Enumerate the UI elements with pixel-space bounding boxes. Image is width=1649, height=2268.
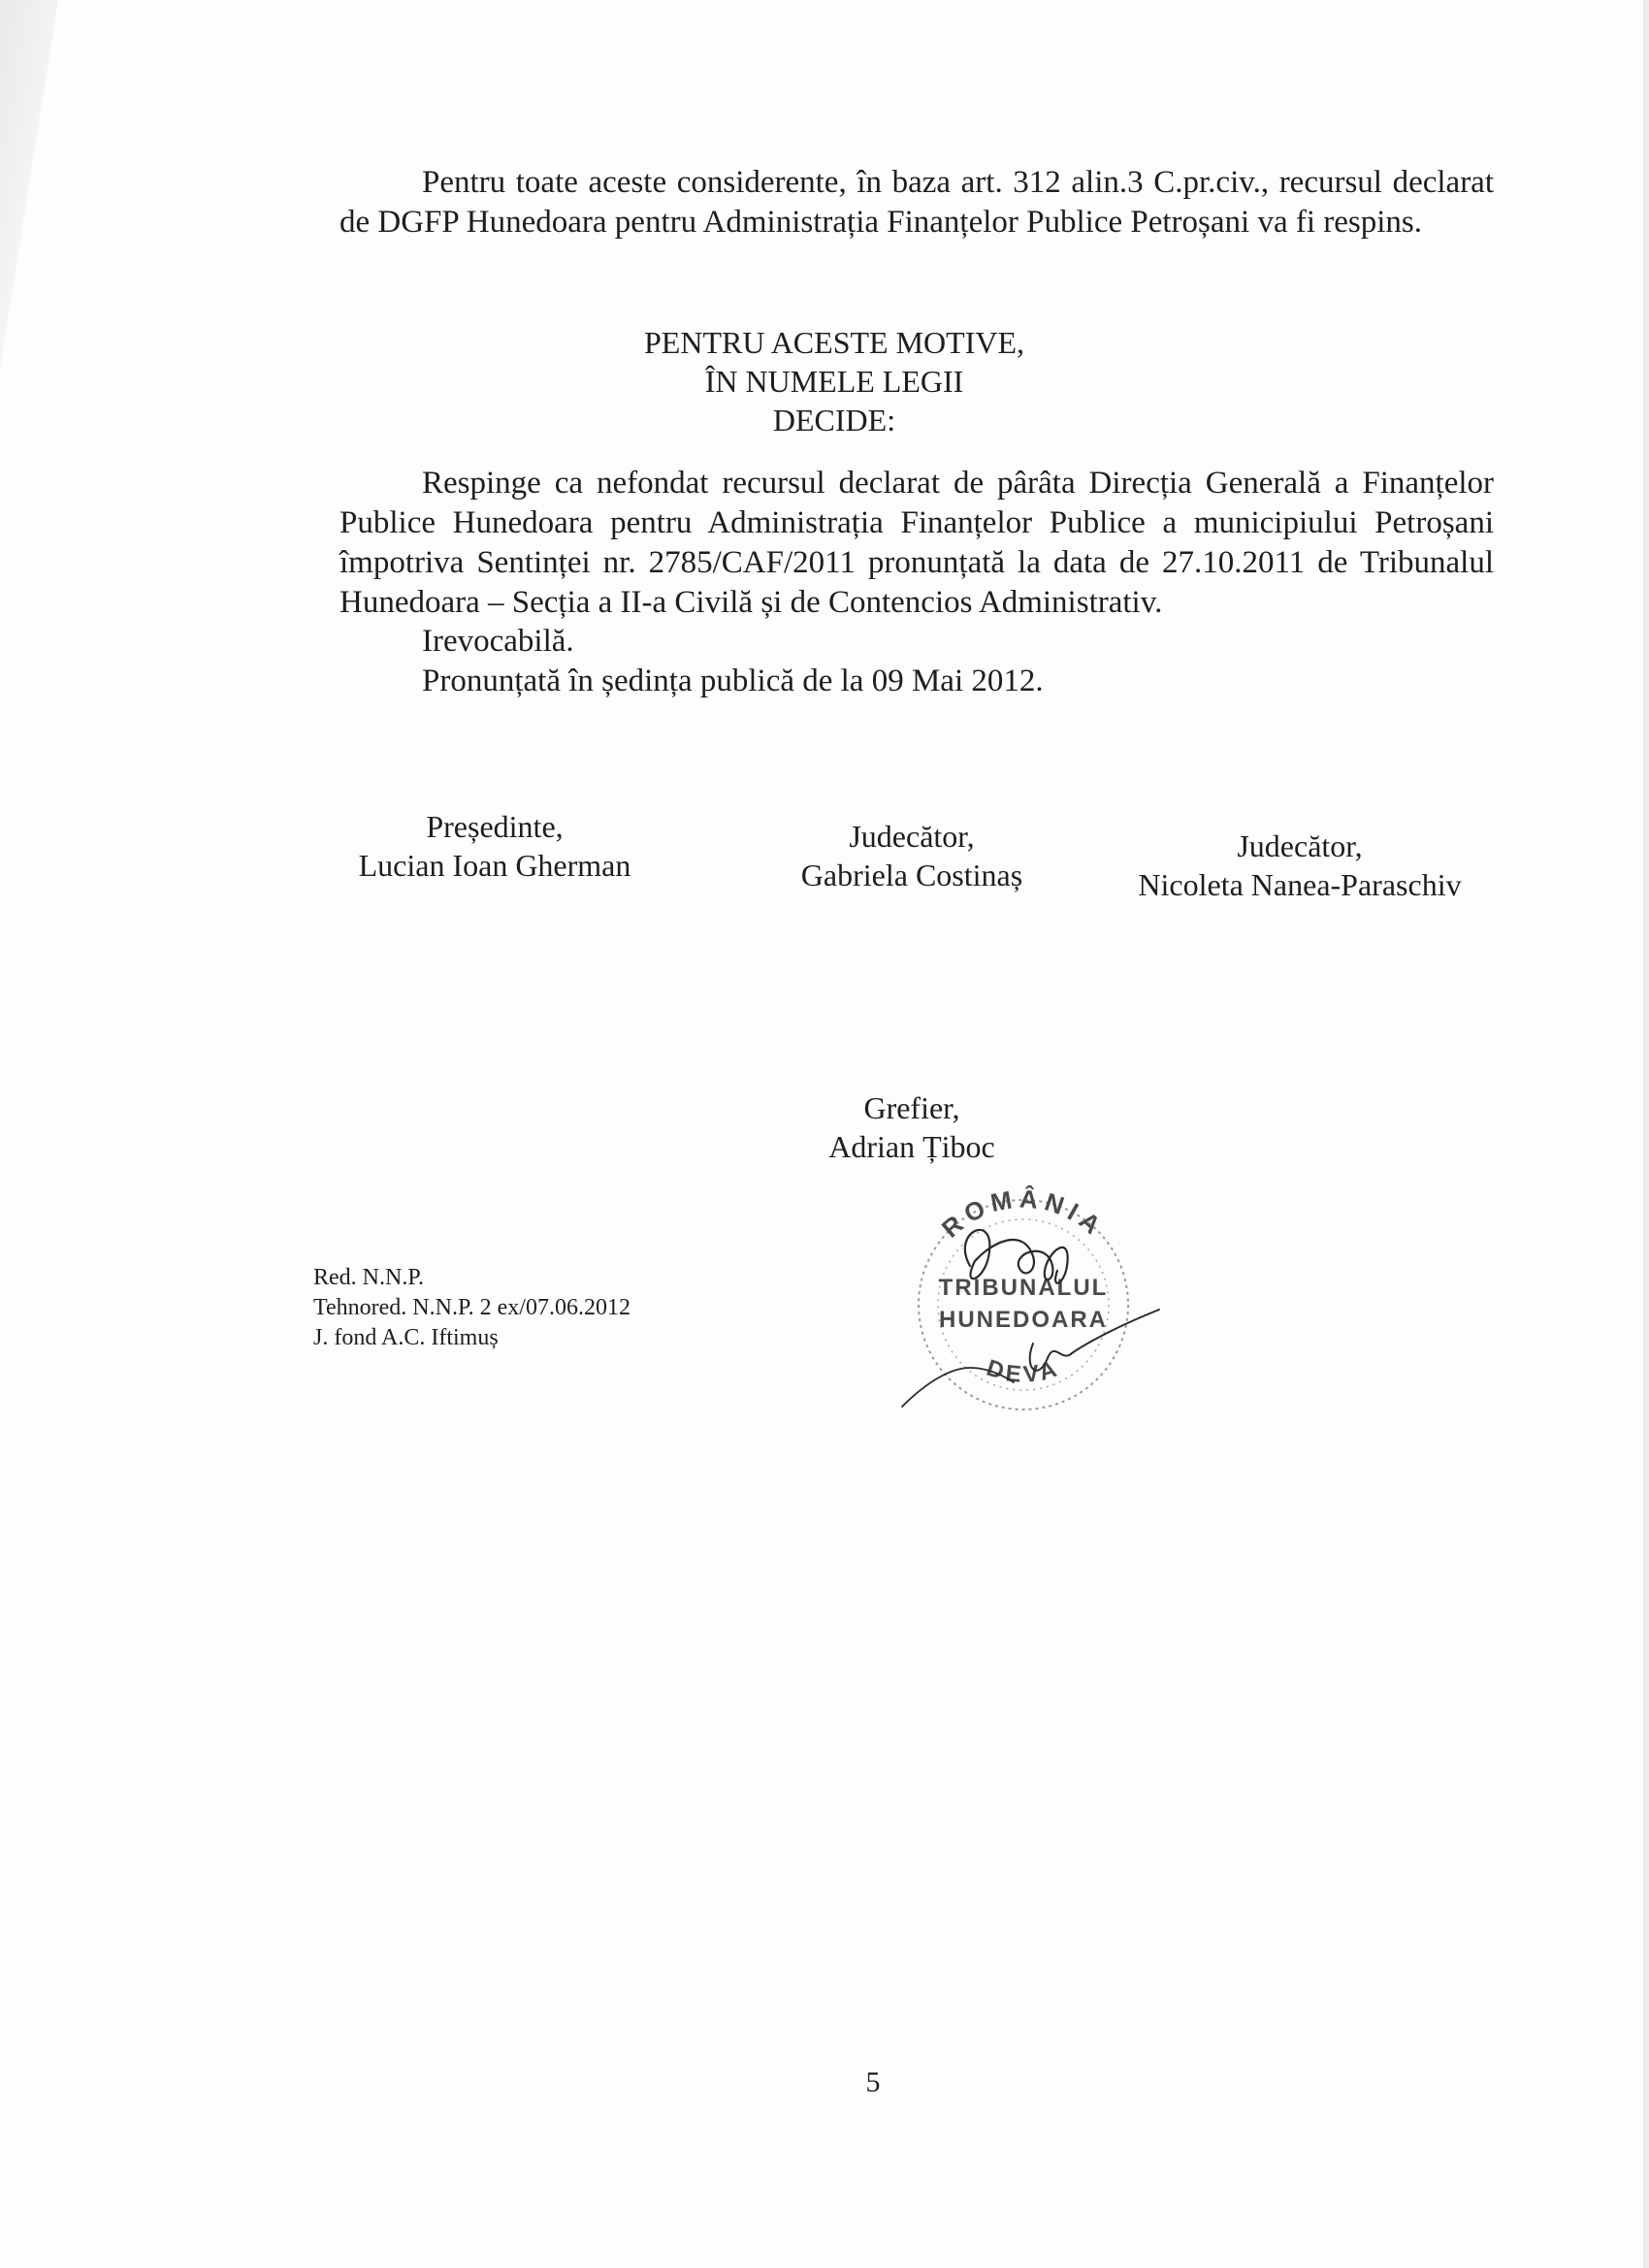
signature-name: Gabriela Costinaș xyxy=(800,858,1023,892)
irrevocable-text: Irevocabilă. xyxy=(422,624,574,659)
signature-role: Grefier, xyxy=(863,1090,960,1125)
stamp-bottom-text: DEVA xyxy=(983,1354,1064,1389)
signature-name: Adrian Țiboc xyxy=(828,1129,995,1164)
pronounced-date-text: Pronunțată în ședința publică de la 09 Mai 2012. xyxy=(422,664,1044,698)
signature-role: Președinte, xyxy=(426,809,564,844)
note-tehnoredactat: Tehnored. N.N.P. 2 ex/07.06.2012 xyxy=(313,1295,630,1320)
stamp-top-text: ROMÂNIA xyxy=(935,1183,1112,1244)
signature-name: Nicoleta Nanea-Paraschiv xyxy=(1138,867,1462,902)
signature-name: Lucian Ioan Gherman xyxy=(358,848,631,883)
heading-line-legii: ÎN NUMELE LEGII xyxy=(704,364,964,399)
court-stamp xyxy=(878,1174,1169,1416)
heading-line-motive: PENTRU ACESTE MOTIVE, xyxy=(644,325,1024,360)
stamp-line-hunedoara: HUNEDOARA xyxy=(939,1307,1108,1333)
signature-clerk xyxy=(766,1088,1057,1166)
heading-line-decide: DECIDE: xyxy=(772,403,896,437)
signature-judge-1 xyxy=(757,817,1067,894)
scan-folded-corner xyxy=(0,0,58,369)
clerk-handwritten-signature-stroke xyxy=(902,1368,1014,1407)
page-number: 5 xyxy=(865,2066,881,2098)
paragraph-considerente: Pentru toate aceste considerente, în baza art. 312 alin.3 C.pr.civ., recursul declarat de DGFP Hunedoara pentru Administrația Finanțelor Publice Petroșani va fi respins. xyxy=(340,165,1494,240)
signature-judge-2 xyxy=(1106,826,1494,904)
signature-president xyxy=(340,807,650,885)
signature-role: Judecător, xyxy=(1237,828,1363,863)
note-redactat: Red. N.N.P. xyxy=(313,1265,425,1290)
editorial-notes xyxy=(313,1263,630,1353)
note-judecator-fond: J. fond A.C. Iftimuș xyxy=(313,1325,499,1350)
signature-role: Judecător, xyxy=(849,819,975,854)
decision-heading xyxy=(621,323,1048,439)
scan-edge-shadow xyxy=(1643,0,1649,2268)
paragraph-respinge: Respinge ca nefondat recursul declarat de pârâta Direcția Generală a Finanțelor Publice Hunedoara pentru Administrația Finanțelor Publice a municipiului Petroșani împotriva Sentinței nr. 2785/CAF/2011 pronunțată la data de 27.10.2011 de Tribunalul Hunedoara – Secția a II-a Civilă și de Contencios Administrativ. xyxy=(340,466,1494,620)
stamp-line-tribunalul: TRIBUNALUL xyxy=(938,1275,1109,1301)
